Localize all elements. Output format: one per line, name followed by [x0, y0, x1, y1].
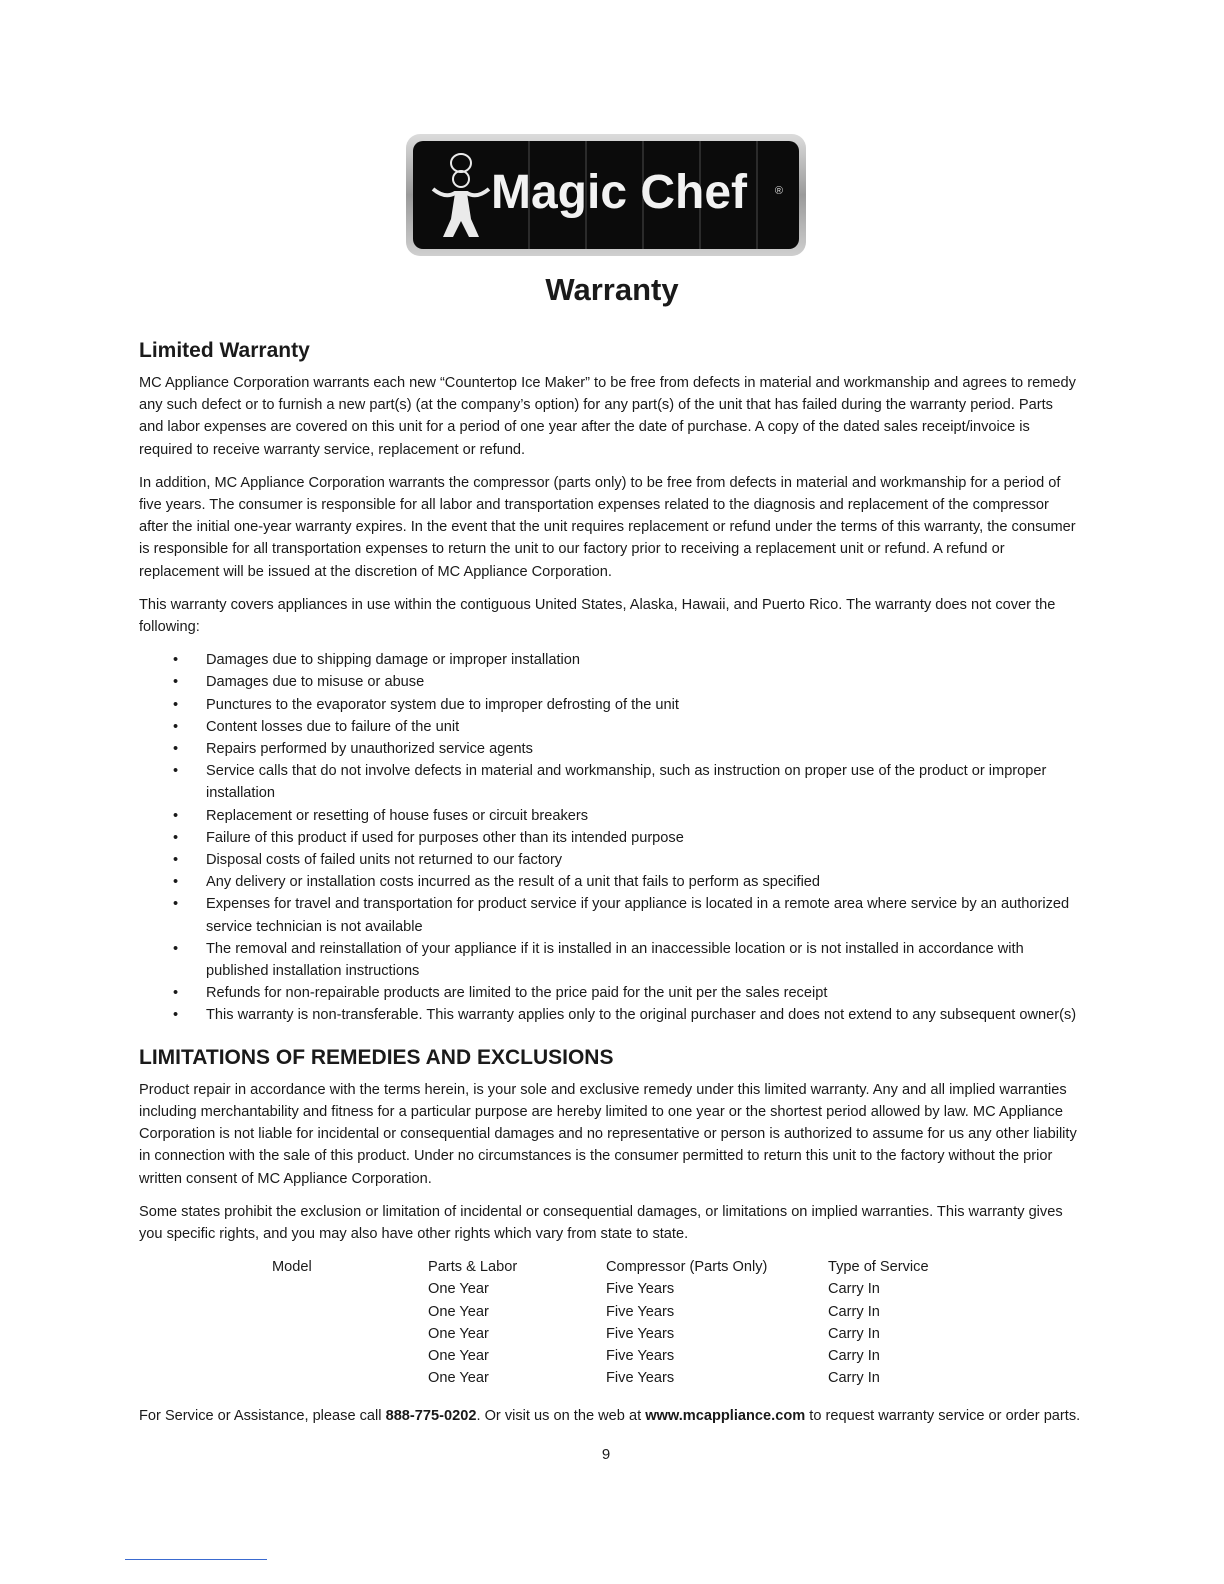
limitations-paragraph: Product repair in accordance with the terms herein, is your sole and exclusive remedy under this limited warranty. Any and all implied warranties including merchantability and fitness for a particular purpose are hereby limited to one year or the shortest period allowed by law. MC Appliance Corporation is not liable for incidental or consequential damages and no representative or person is authorized to assume for us any other liability in connection with the sale of this product. Under no circumstances is the consumer permitted to return this unit to the factory without the prior written consent of MC Appliance Corporation. [139, 1081, 1077, 1187]
table-row [272, 1301, 968, 1323]
service-middle: . Or visit us on the web at [476, 1408, 646, 1424]
exclusion-item: • Service calls that do not involve defects in material and workmanship, such as instruction on proper use of the product or improper installation [206, 760, 1079, 804]
table-cell [272, 1323, 428, 1345]
page-number: 9 [601, 1446, 611, 1463]
exclusion-item: • Content losses due to failure of the unit [206, 716, 1079, 738]
chef-mascot-icon [425, 149, 495, 244]
warranty-paragraph: In addition, MC Appliance Corporation warrants the compressor (parts only) to be free from defects in material and workmanship for a period of five years. The consumer is responsible for all labor and transportation expenses related to the diagnosis and replacement of the compressor after the initial one-year warranty expires. In the event that the unit requires replacement or refund under the terms of this warranty, the consumer is responsible for all transportation expenses to return the unit to our factory prior to receiving a replacement unit or refund. A refund or replacement will be issued at the discretion of MC Appliance Corporation. [139, 474, 1076, 580]
table-header-cell: Compressor (Parts Only) [606, 1259, 768, 1276]
table-cell: Five Years [606, 1281, 675, 1298]
table-cell [272, 1278, 428, 1300]
table-row [272, 1323, 968, 1345]
exclusion-item: • The removal and reinstallation of your appliance if it is installed in an inaccessible location or is not installed in accordance with published installation instructions [206, 938, 1079, 982]
exclusion-item: • Damages due to shipping damage or improper installation [206, 649, 1079, 671]
limited-warranty-heading: Limited Warranty [139, 339, 310, 362]
table-cell: One Year [428, 1370, 489, 1387]
warranty-paragraph: This warranty covers appliances in use within the contiguous United States, Alaska, Hawaii, and Puerto Rico. The warranty does not cover the following: [139, 596, 1056, 636]
table-row [272, 1367, 968, 1389]
exclusion-item: • Replacement or resetting of house fuses or circuit breakers [206, 805, 1079, 827]
table-cell: Five Years [606, 1303, 675, 1320]
limitations-heading: LIMITATIONS OF REMEDIES AND EXCLUSIONS [139, 1045, 614, 1069]
service-phone-number[interactable]: 888-775-0202 [385, 1408, 477, 1424]
service-prefix: For Service or Assistance, please call [139, 1408, 386, 1424]
registered-mark: ® [774, 185, 783, 197]
magic-chef-logo [406, 134, 806, 256]
table-cell: One Year [428, 1303, 489, 1320]
exclusion-item: • Repairs performed by unauthorized service agents [206, 738, 1079, 760]
table-cell: Five Years [606, 1347, 675, 1364]
table-header-cell: Type of Service [828, 1259, 929, 1276]
service-website-link[interactable]: www.mcappliance.com [645, 1408, 806, 1424]
table-cell [272, 1345, 428, 1367]
table-cell: One Year [428, 1325, 489, 1342]
table-cell: Carry In [828, 1347, 880, 1364]
limitations-paragraph: Some states prohibit the exclusion or limitation of incidental or consequential damages, or limitations on implied warranties. This warranty gives you specific rights, and you may also have other rights which vary from state to state. [139, 1203, 1063, 1242]
warranty-paragraph: MC Appliance Corporation warrants each new “Countertop Ice Maker” to be free from defects in material and workmanship and agrees to remedy any such defect or to furnish a new part(s) (at the company’s option) for any part(s) of the unit that has failed during the warranty period. Parts and labor expenses are covered on this unit for a period of one year after the date of purchase. A copy of the dated sales receipt/invoice is required to receive warranty service, replacement or refund. [139, 375, 1076, 458]
warranty-content [139, 336, 1079, 1389]
table-cell [272, 1301, 428, 1323]
table-row [272, 1345, 968, 1367]
service-suffix: to request warranty service or order parts. [805, 1408, 1081, 1424]
table-cell: Five Years [606, 1325, 675, 1342]
table-cell [272, 1367, 428, 1389]
table-cell: Carry In [828, 1370, 880, 1387]
exclusion-item: • Failure of this product if used for purposes other than its intended purpose [206, 827, 1079, 849]
table-cell: One Year [428, 1347, 489, 1364]
table-header-cell: Model [272, 1259, 312, 1276]
exclusion-item: • Refunds for non-repairable products are limited to the price paid for the unit per the sales receipt [206, 982, 1079, 1004]
table-cell: Five Years [606, 1370, 675, 1387]
exclusion-item: • Damages due to misuse or abuse [206, 671, 1079, 693]
table-cell: Carry In [828, 1281, 880, 1298]
exclusion-item: • This warranty is non-transferable. This warranty applies only to the original purchaser and does not extend to any subsequent owner(s) [206, 1004, 1079, 1026]
table-cell: Carry In [828, 1325, 880, 1342]
exclusion-item: • Any delivery or installation costs incurred as the result of a unit that fails to perform as specified [206, 871, 1079, 893]
exclusion-item: • Disposal costs of failed units not returned to our factory [206, 849, 1079, 871]
model-coverage-table [272, 1256, 968, 1389]
exclusions-list [139, 649, 1079, 1026]
page-title: Warranty [545, 272, 679, 307]
table-header-row [272, 1256, 968, 1278]
footer-rule [125, 1559, 267, 1560]
table-cell: One Year [428, 1281, 489, 1298]
service-contact-line [139, 1408, 1099, 1424]
table-header-cell: Parts & Labor [428, 1259, 518, 1276]
table-cell: Carry In [828, 1303, 880, 1320]
table-row [272, 1278, 968, 1300]
exclusion-item: • Expenses for travel and transportation for product service if your appliance is located in a remote area where service by an authorized service technician is not available [206, 893, 1079, 937]
exclusion-item: • Punctures to the evaporator system due to improper defrosting of the unit [206, 694, 1079, 716]
logo-wordmark: Magic Chef [491, 166, 748, 219]
